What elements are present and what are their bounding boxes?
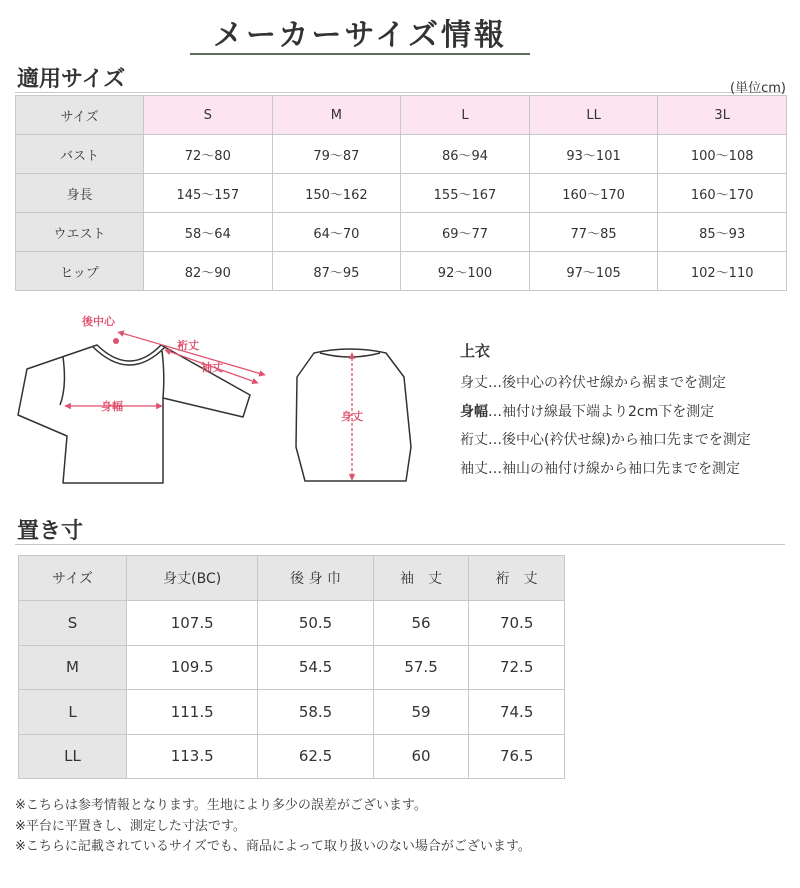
description-line [460,398,790,427]
description-line [460,426,790,455]
table-row [16,252,787,291]
row-label: LL [19,734,127,779]
back-neckline [320,353,380,357]
description-term: 袖丈 [460,460,488,477]
row-label: ウエスト [16,213,144,252]
table-cell: 50.5 [258,601,373,646]
row-label: 身長 [16,174,144,213]
body-length-label: 身丈 [341,410,363,423]
table-cell: 72〜80 [144,135,273,174]
yuki-label: 裄丈 [177,339,199,352]
corner-cell: サイズ [16,96,144,135]
fit-size-table [15,95,787,291]
table-cell: 74.5 [469,690,565,735]
table-row [19,645,565,690]
description-title: 上衣 [460,342,491,360]
page-title: メーカーサイズ情報 [213,18,507,53]
row-label: M [19,645,127,690]
footnotes [15,796,531,858]
table-cell: 87〜95 [272,252,401,291]
table-cell: 70.5 [469,601,565,646]
fit-size-heading: 適用サイズ [17,67,126,92]
column-header: 身丈(BC) [127,556,258,601]
front-sleeve-seam [162,351,164,398]
table-row [16,213,787,252]
back-center-label: 後中心 [82,315,115,328]
back-center-marker [113,338,119,344]
table-header-row [16,96,787,135]
table-cell: 93〜101 [529,135,658,174]
table-cell: 100〜108 [658,135,787,174]
row-label: バスト [16,135,144,174]
table-cell: 58〜64 [144,213,273,252]
table-row [19,601,565,646]
size-column-header: S [144,96,273,135]
description-term: 身丈 [460,375,488,391]
front-sleeve-seam [60,357,64,405]
table-cell: 57.5 [373,645,469,690]
table-cell: 77〜85 [529,213,658,252]
sleeve-label: 袖丈 [201,361,223,374]
table-cell: 160〜170 [658,174,787,213]
table-cell: 113.5 [127,734,258,779]
title-underline [190,53,530,55]
description-text: …袖山の袖付け線から袖口先までを測定 [488,460,740,477]
column-header: 後 身 巾 [258,556,373,601]
body-width-label: 身幅 [101,400,123,413]
table-row [16,135,787,174]
table-row [16,174,787,213]
size-column-header: LL [529,96,658,135]
size-column-header: 3L [658,96,787,135]
description-text: …後中心の衿伏せ線から裾までを測定 [488,375,726,391]
description-line [460,369,790,398]
table-cell: 60 [373,734,469,779]
row-label: ヒップ [16,252,144,291]
unit-note: (単位cm) [730,81,786,96]
size-column-header: M [272,96,401,135]
fit-size-heading-rule [15,92,785,93]
description-line [460,455,790,484]
front-neckline [93,347,165,365]
footnote: ※こちらに記載されているサイズでも、商品によって取り扱いのない場合がございます。 [15,839,531,854]
table-cell: 102〜110 [658,252,787,291]
table-cell: 145〜157 [144,174,273,213]
table-cell: 62.5 [258,734,373,779]
size-column-header: L [401,96,530,135]
column-header: 裄 丈 [469,556,565,601]
table-cell: 86〜94 [401,135,530,174]
table-cell: 82〜90 [144,252,273,291]
table-cell: 150〜162 [272,174,401,213]
flat-size-heading: 置き寸 [17,519,84,544]
table-cell: 107.5 [127,601,258,646]
flat-size-table [18,555,565,779]
description-term: 身幅 [460,403,488,420]
flat-size-heading-rule [15,544,785,545]
table-cell: 79〜87 [272,135,401,174]
column-header: サイズ [19,556,127,601]
table-row [19,690,565,735]
table-cell: 69〜77 [401,213,530,252]
table-cell: 85〜93 [658,213,787,252]
table-cell: 92〜100 [401,252,530,291]
description-term: 裄丈 [460,432,488,448]
footnote: ※こちらは参考情報となります。生地により多少の誤差がございます。 [15,798,427,813]
measurement-description [460,340,790,483]
table-cell: 97〜105 [529,252,658,291]
row-label: S [19,601,127,646]
footnote: ※平台に平置きし、測定した寸法です。 [15,818,246,834]
column-header: 袖 丈 [373,556,469,601]
table-cell: 72.5 [469,645,565,690]
row-label: L [19,690,127,735]
table-cell: 64〜70 [272,213,401,252]
table-cell: 58.5 [258,690,373,735]
table-header-row [19,556,565,601]
measurement-diagram [15,305,455,500]
table-row [19,734,565,779]
table-cell: 160〜170 [529,174,658,213]
description-text: …後中心(衿伏せ線)から袖口先までを測定 [488,432,751,448]
table-cell: 111.5 [127,690,258,735]
description-text: …袖付け線最下端より2cm下を測定 [488,403,715,420]
table-cell: 109.5 [127,645,258,690]
table-cell: 56 [373,601,469,646]
table-cell: 76.5 [469,734,565,779]
table-cell: 59 [373,690,469,735]
table-cell: 155〜167 [401,174,530,213]
table-cell: 54.5 [258,645,373,690]
